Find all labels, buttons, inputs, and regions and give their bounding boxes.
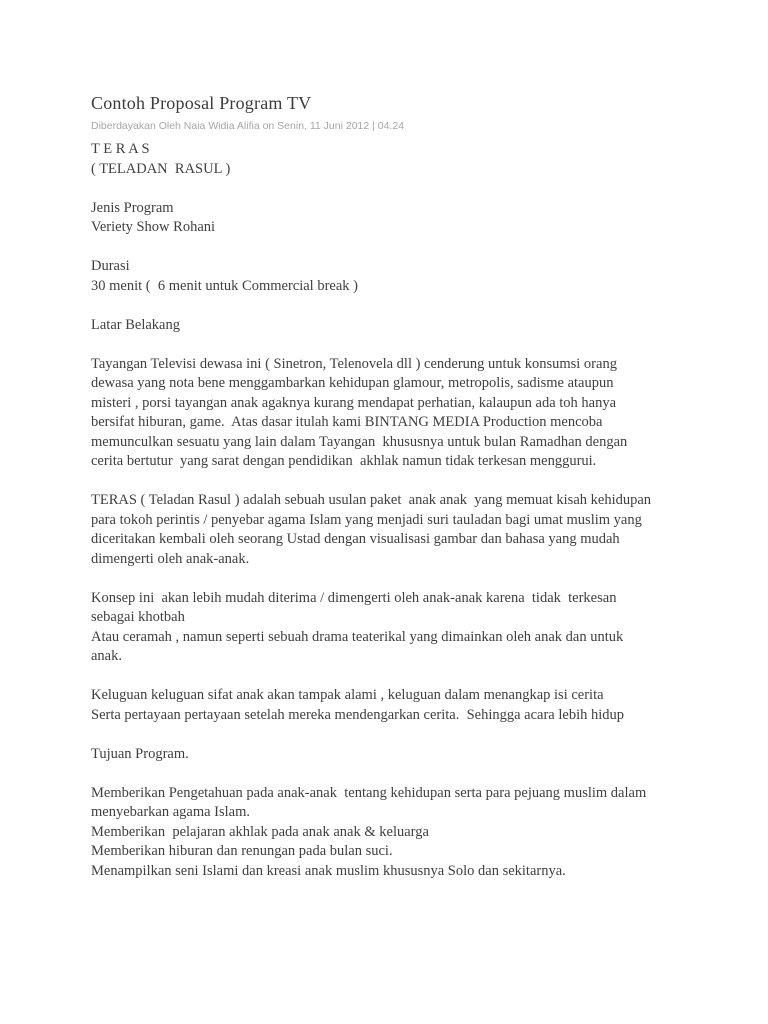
page-title: Contoh Proposal Program TV [91, 93, 312, 113]
text-line: Menampilkan seni Islami dan kreasi anak muslim khususnya Solo dan sekitarnya. [91, 862, 566, 879]
document-body [91, 140, 701, 881]
text-line: Latar Belakang [91, 316, 180, 333]
text-line: Memberikan pelajaran akhlak pada anak anak & keluarga [91, 823, 429, 840]
latar-belakang-paragraph-2 [91, 491, 701, 569]
tujuan-list [91, 784, 701, 882]
text-line: Tujuan Program. [91, 745, 189, 762]
text-line: sebagai khotbah [91, 609, 185, 625]
byline: Diberdayakan Oleh Naia Widia Alifia on Senin, 11 Juni 2012 | 04.24 [91, 120, 405, 132]
text-line: TERAS ( Teladan Rasul ) adalah sebuah usulan paket anak anak yang memuat kisah kehidupan [91, 492, 652, 508]
latar-belakang-paragraph-1 [91, 355, 701, 472]
text-line: anak. [91, 648, 122, 664]
text-line: ( TELADAN RASUL ) [91, 160, 231, 177]
text-line: bersifat hiburan, game. Atas dasar itulah kami BINTANG MEDIA Production mencoba [91, 414, 603, 430]
text-line: Konsep ini akan lebih mudah diterima / dimengerti oleh anak-anak karena tidak terkesan [91, 589, 617, 606]
durasi-block [91, 257, 701, 296]
text-line: dewasa yang nota bene menggambarkan kehidupan glamour, metropolis, sadisme ataupun [91, 375, 614, 391]
text-line: menyebarkan agama Islam. [91, 804, 251, 820]
program-name-block [91, 140, 701, 179]
text-line: Keluguan keluguan sifat anak akan tampak alami , keluguan dalam menangkap isi cerita [91, 687, 604, 703]
document-content [91, 92, 701, 881]
text-line: para tokoh perintis / penyebar agama Islam yang menjadi suri tauladan bagi umat muslim yang [91, 511, 642, 528]
text-line: T E R A S [91, 141, 150, 157]
jenis-program-block [91, 199, 701, 238]
text-line: Memberikan hiburan dan renungan pada bulan suci. [91, 843, 393, 859]
text-line: 30 menit ( 6 menit untuk Commercial break ) [91, 277, 358, 294]
keluguan-paragraph [91, 686, 701, 725]
text-line: Atau ceramah , namun seperti sebuah drama teaterikal yang dimainkan oleh anak dan untuk [91, 628, 624, 645]
text-line: memunculkan sesuatu yang lain dalam Tayangan khususnya untuk bulan Ramadhan dengan [91, 433, 628, 450]
konsep-paragraph [91, 589, 701, 667]
text-line: Memberikan Pengetahuan pada anak-anak tentang kehidupan serta para pejuang muslim dalam [91, 784, 647, 801]
text-line: Serta pertayaan pertayaan setelah mereka mendengarkan cerita. Sehingga acara lebih hidup [91, 706, 625, 723]
text-line: Durasi [91, 258, 130, 274]
text-line: Veriety Show Rohani [91, 219, 216, 235]
text-line: cerita bertutur yang sarat dengan pendidikan akhlak namun tidak terkesan menggurui. [91, 453, 597, 469]
text-line: misteri , porsi tayangan anak agaknya kurang mendapat perhatian, kalaupun ada toh hanya [91, 394, 617, 411]
text-line: dimengerti oleh anak-anak. [91, 550, 250, 567]
latar-belakang-heading [91, 316, 701, 336]
tujuan-heading [91, 745, 701, 765]
text-line: diceritakan kembali oleh seorang Ustad dengan visualisasi gambar dan bahasa yang mudah [91, 531, 620, 547]
text-line: Jenis Program [91, 199, 174, 216]
text-line: Tayangan Televisi dewasa ini ( Sinetron, Telenovela dll ) cenderung untuk konsumsi orang [91, 355, 617, 372]
